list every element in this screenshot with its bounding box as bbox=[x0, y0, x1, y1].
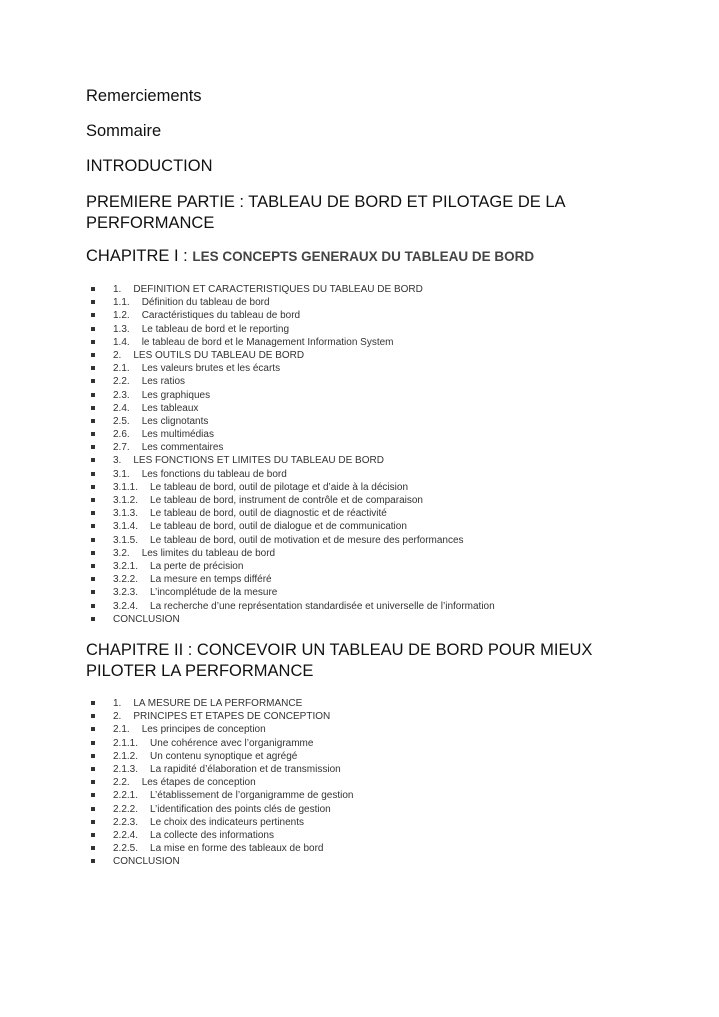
toc-item-number: 3.1. bbox=[113, 468, 130, 480]
bullet-icon bbox=[91, 727, 95, 731]
bullet-icon bbox=[91, 741, 95, 745]
bullet-icon bbox=[91, 714, 95, 718]
toc-item-text: le tableau de bord et le Management Information System bbox=[141, 336, 394, 348]
bullet-icon bbox=[91, 767, 95, 771]
heading-introduction: INTRODUCTION bbox=[86, 157, 213, 175]
toc-item bbox=[86, 842, 646, 855]
toc-item-number: 2.2.5. bbox=[113, 843, 139, 855]
toc-item-text: L’établissement de l’organigramme de gestion bbox=[150, 790, 354, 802]
heading-remerciements: Remerciements bbox=[86, 87, 202, 105]
bullet-icon bbox=[91, 564, 95, 568]
bullet-icon bbox=[91, 393, 95, 397]
toc-item bbox=[86, 481, 646, 494]
toc-item-number: 1. bbox=[113, 698, 122, 709]
toc-item-text: CONCLUSION bbox=[113, 856, 180, 868]
toc-item-number: 1.1. bbox=[113, 297, 130, 309]
toc-item bbox=[86, 776, 646, 789]
toc-item bbox=[86, 389, 646, 402]
toc-item-text: LES FONCTIONS ET LIMITES DU TABLEAU DE BORD bbox=[133, 455, 384, 467]
toc-item-text: La perte de précision bbox=[150, 560, 244, 572]
toc-item-number: 3.2.2. bbox=[113, 574, 139, 586]
toc-item bbox=[86, 283, 646, 296]
toc-item-text: Les graphiques bbox=[141, 389, 211, 401]
toc-item-text: Les valeurs brutes et les écarts bbox=[141, 363, 281, 375]
toc-item-number: 2.5. bbox=[113, 415, 130, 427]
bullet-icon bbox=[91, 498, 95, 502]
toc-item-number: 1.3. bbox=[113, 323, 130, 335]
toc-item-number: 1.4. bbox=[113, 336, 130, 348]
heading-chapitre2: CHAPITRE II : CONCEVOIR UN TABLEAU DE BORD POUR MIEUX PILOTER LA PERFORMANCE bbox=[86, 641, 593, 680]
toc-item-number: 2. bbox=[113, 711, 122, 723]
chapitre1-prefix: CHAPITRE I : bbox=[86, 247, 188, 265]
toc-item-number: 2.2.2. bbox=[113, 803, 139, 815]
toc-item bbox=[86, 494, 646, 507]
toc-item bbox=[86, 789, 646, 802]
toc-item bbox=[86, 803, 646, 816]
toc-item bbox=[86, 336, 646, 349]
toc-item bbox=[86, 547, 646, 560]
toc-item-text: Le tableau de bord, outil de dialogue et de communication bbox=[150, 521, 407, 533]
toc-item-text: Le choix des indicateurs pertinents bbox=[150, 816, 305, 828]
toc-item-text: Les tableaux bbox=[141, 402, 199, 414]
toc-item-text: LES OUTILS DU TABLEAU DE BORD bbox=[133, 349, 305, 361]
toc-item bbox=[86, 375, 646, 388]
toc-item bbox=[86, 737, 646, 750]
toc-item-text: Définition du tableau de bord bbox=[141, 297, 270, 309]
toc-item-text: Le tableau de bord, outil de motivation et de mesure des performances bbox=[150, 534, 464, 546]
bullet-icon bbox=[91, 432, 95, 436]
heading-premiere-partie: PREMIERE PARTIE : TABLEAU DE BORD ET PILOTAGE DE LA PERFORMANCE bbox=[86, 193, 565, 232]
toc-item-text: Les limites du tableau de bord bbox=[141, 547, 276, 559]
bullet-icon bbox=[91, 604, 95, 608]
toc-item-number: 2.2. bbox=[113, 777, 130, 789]
toc-item bbox=[86, 349, 646, 362]
toc-item bbox=[86, 468, 646, 481]
toc-item-text: Les commentaires bbox=[141, 442, 224, 454]
toc-item-text: DEFINITION ET CARACTERISTIQUES DU TABLEAU DE BORD bbox=[133, 284, 423, 295]
toc-item-number: 2.1. bbox=[113, 363, 130, 375]
bullet-icon bbox=[91, 458, 95, 462]
toc-item bbox=[86, 723, 646, 736]
bullet-icon bbox=[91, 701, 95, 705]
toc-item bbox=[86, 710, 646, 723]
toc-item-number: 3.2.1. bbox=[113, 560, 139, 572]
bullet-icon bbox=[91, 807, 95, 811]
toc-item bbox=[86, 763, 646, 776]
toc-item-text: La collecte des informations bbox=[150, 829, 274, 841]
toc-item-number: 2.3. bbox=[113, 389, 130, 401]
bullet-icon bbox=[91, 524, 95, 528]
bullet-icon bbox=[91, 406, 95, 410]
toc-item-number: 2.1.2. bbox=[113, 750, 139, 762]
toc-item-number: 3.1.1. bbox=[113, 481, 139, 493]
toc-item bbox=[86, 362, 646, 375]
bullet-icon bbox=[91, 511, 95, 515]
toc-item-number: 2.1.1. bbox=[113, 737, 139, 749]
chapitre2-toc bbox=[86, 697, 646, 868]
toc-item-number: 3.1.2. bbox=[113, 495, 139, 506]
bullet-icon bbox=[91, 287, 95, 291]
toc-item-number: 1.2. bbox=[113, 310, 130, 322]
toc-item bbox=[86, 309, 646, 322]
toc-item-number: 1. bbox=[113, 284, 122, 295]
toc-item-text: LA MESURE DE LA PERFORMANCE bbox=[133, 698, 303, 709]
toc-item-text: Les ratios bbox=[141, 376, 186, 388]
bullet-icon bbox=[91, 793, 95, 797]
toc-item-text: L’identification des points clés de gestion bbox=[150, 803, 331, 815]
bullet-icon bbox=[91, 445, 95, 449]
bullet-icon bbox=[91, 485, 95, 489]
bullet-icon bbox=[91, 419, 95, 423]
toc-item-text: Le tableau de bord, outil de pilotage et d’aide à la décision bbox=[150, 481, 408, 493]
bullet-icon bbox=[91, 617, 95, 621]
bullet-icon bbox=[91, 780, 95, 784]
bullet-icon bbox=[91, 379, 95, 383]
toc-item-text: Les fonctions du tableau de bord bbox=[141, 468, 287, 480]
toc-item bbox=[86, 573, 646, 586]
toc-item-text: Un contenu synoptique et agrégé bbox=[150, 750, 298, 762]
toc-item-number: 2.2.1. bbox=[113, 790, 139, 802]
toc-item-number: 2.6. bbox=[113, 429, 130, 441]
toc-item-text: Les multimédias bbox=[141, 429, 214, 441]
toc-item bbox=[86, 402, 646, 415]
toc-item-text: Le tableau de bord et le reporting bbox=[141, 323, 290, 335]
toc-item-number: 2.2.3. bbox=[113, 816, 139, 828]
chapitre1-title: LES CONCEPTS GENERAUX DU TABLEAU DE BORD bbox=[192, 249, 535, 264]
heading-chapitre1 bbox=[86, 246, 534, 267]
toc-item-number: 3.2. bbox=[113, 547, 130, 559]
toc-item-text: La mesure en temps différé bbox=[150, 574, 272, 586]
toc-item-text: Les principes de conception bbox=[141, 724, 266, 736]
toc-item-number: 3. bbox=[113, 455, 122, 467]
toc-item-text: Caractéristiques du tableau de bord bbox=[141, 310, 301, 322]
toc-item-number: 2. bbox=[113, 349, 122, 361]
toc-item bbox=[86, 507, 646, 520]
toc-item-number: 3.2.4. bbox=[113, 600, 139, 612]
toc-item bbox=[86, 829, 646, 842]
bullet-icon bbox=[91, 820, 95, 824]
toc-item bbox=[86, 600, 646, 613]
bullet-icon bbox=[91, 833, 95, 837]
bullet-icon bbox=[91, 366, 95, 370]
bullet-icon bbox=[91, 859, 95, 863]
toc-item-number: 2.4. bbox=[113, 402, 130, 414]
toc-item bbox=[86, 415, 646, 428]
toc-item bbox=[86, 428, 646, 441]
bullet-icon bbox=[91, 754, 95, 758]
toc-item-text: Les clignotants bbox=[141, 415, 209, 427]
toc-item bbox=[86, 855, 646, 868]
bullet-icon bbox=[91, 551, 95, 555]
toc-item-number: 2.1. bbox=[113, 724, 130, 736]
toc-item-text: L’incomplétude de la mesure bbox=[150, 587, 278, 599]
toc-item-text: La mise en forme des tableaux de bord bbox=[150, 843, 324, 855]
bullet-icon bbox=[91, 538, 95, 542]
chapitre1-toc bbox=[86, 283, 646, 626]
toc-item bbox=[86, 520, 646, 533]
toc-item-text: PRINCIPES ET ETAPES DE CONCEPTION bbox=[133, 711, 331, 723]
toc-item-number: 2.1.3. bbox=[113, 763, 139, 775]
toc-item-number: 2.2.4. bbox=[113, 829, 139, 841]
toc-item bbox=[86, 454, 646, 467]
toc-item-text: La recherche d’une représentation standardisée et universelle de l’information bbox=[150, 600, 495, 612]
toc-item-text: Une cohérence avec l’organigramme bbox=[150, 737, 314, 749]
toc-item-text: La rapidité d’élaboration et de transmission bbox=[150, 763, 341, 775]
bullet-icon bbox=[91, 846, 95, 850]
toc-item-number: 2.2. bbox=[113, 376, 130, 388]
bullet-icon bbox=[91, 327, 95, 331]
toc-item-text: Le tableau de bord, outil de diagnostic et de réactivité bbox=[150, 508, 387, 520]
toc-item bbox=[86, 534, 646, 547]
toc-item-number: 2.7. bbox=[113, 442, 130, 454]
toc-item bbox=[86, 697, 646, 710]
bullet-icon bbox=[91, 340, 95, 344]
toc-item bbox=[86, 560, 646, 573]
toc-item-text: CONCLUSION bbox=[113, 613, 180, 625]
toc-item-number: 3.1.5. bbox=[113, 534, 139, 546]
toc-item-number: 3.1.3. bbox=[113, 508, 139, 520]
toc-item-text: Les étapes de conception bbox=[141, 777, 256, 789]
toc-item bbox=[86, 586, 646, 599]
toc-item-number: 3.2.3. bbox=[113, 587, 139, 599]
toc-item bbox=[86, 613, 646, 626]
toc-item-number: 3.1.4. bbox=[113, 521, 139, 533]
bullet-icon bbox=[91, 472, 95, 476]
heading-sommaire: Sommaire bbox=[86, 122, 162, 140]
toc-item bbox=[86, 323, 646, 336]
bullet-icon bbox=[91, 313, 95, 317]
bullet-icon bbox=[91, 577, 95, 581]
bullet-icon bbox=[91, 590, 95, 594]
bullet-icon bbox=[91, 353, 95, 357]
toc-item bbox=[86, 750, 646, 763]
bullet-icon bbox=[91, 300, 95, 304]
toc-item-text: Le tableau de bord, instrument de contrôle et de comparaison bbox=[150, 495, 423, 506]
toc-item bbox=[86, 816, 646, 829]
toc-item bbox=[86, 296, 646, 309]
toc-item bbox=[86, 441, 646, 454]
